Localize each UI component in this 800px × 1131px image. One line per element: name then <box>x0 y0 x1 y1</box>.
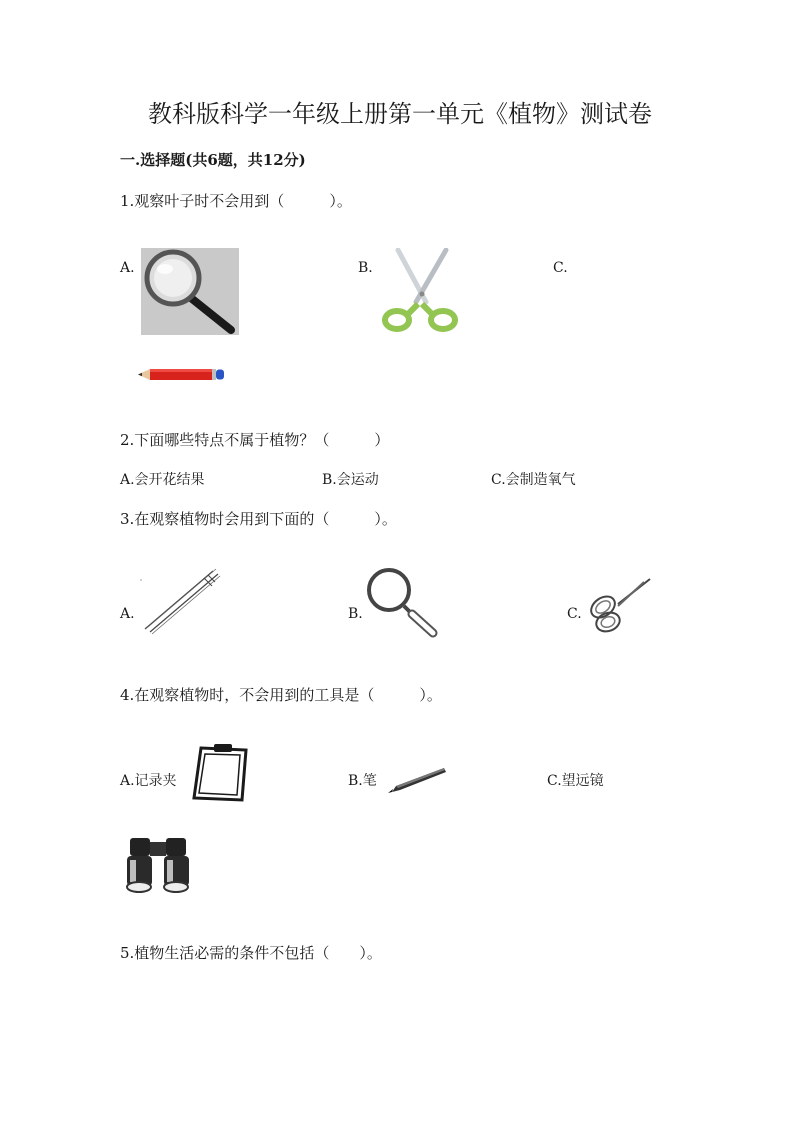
page-title: 教科版科学一年级上册第一单元《植物》测试卷 <box>148 100 652 128</box>
red-pencil-icon <box>138 368 224 381</box>
binoculars-icon <box>124 832 192 894</box>
q4-option-a-label: A.记录夹 <box>120 773 177 789</box>
scissors-sketch-icon <box>586 576 652 636</box>
question-5-text: 5.植物生活必需的条件不包括（ ）。 <box>120 944 382 962</box>
q3-option-a-label: A. <box>120 606 135 622</box>
q3-option-b-label: B. <box>348 606 363 622</box>
q3-option-c-label: C. <box>567 606 582 622</box>
q1-option-c-label: C. <box>553 260 568 276</box>
section-heading: 一.选择题(共6题，共12分) <box>120 151 306 169</box>
question-4-text: 4.在观察植物时，不会用到的工具是（ ）。 <box>120 686 442 704</box>
magnifying-glass-photo-icon <box>141 248 239 335</box>
pen-icon <box>386 766 446 794</box>
question-1-text: 1.观察叶子时不会用到（ ）。 <box>120 192 352 210</box>
question-3-text: 3.在观察植物时会用到下面的（ ）。 <box>120 510 397 528</box>
q1-option-b-label: B. <box>358 260 373 276</box>
magnifier-sketch-icon <box>364 566 440 640</box>
question-2-text: 2.下面哪些特点不属于植物？（ ） <box>120 431 390 449</box>
chopsticks-icon <box>138 566 224 638</box>
green-scissors-icon <box>380 248 462 334</box>
clipboard-icon <box>188 742 250 804</box>
q1-option-a-label: A. <box>120 260 135 276</box>
q2-option-c: C.会制造氧气 <box>491 472 576 488</box>
q2-option-a: A.会开花结果 <box>120 472 205 488</box>
q4-option-b-label: B.笔 <box>348 773 377 789</box>
q4-option-c-label: C.望远镜 <box>547 773 604 789</box>
q2-option-b: B.会运动 <box>322 472 379 488</box>
